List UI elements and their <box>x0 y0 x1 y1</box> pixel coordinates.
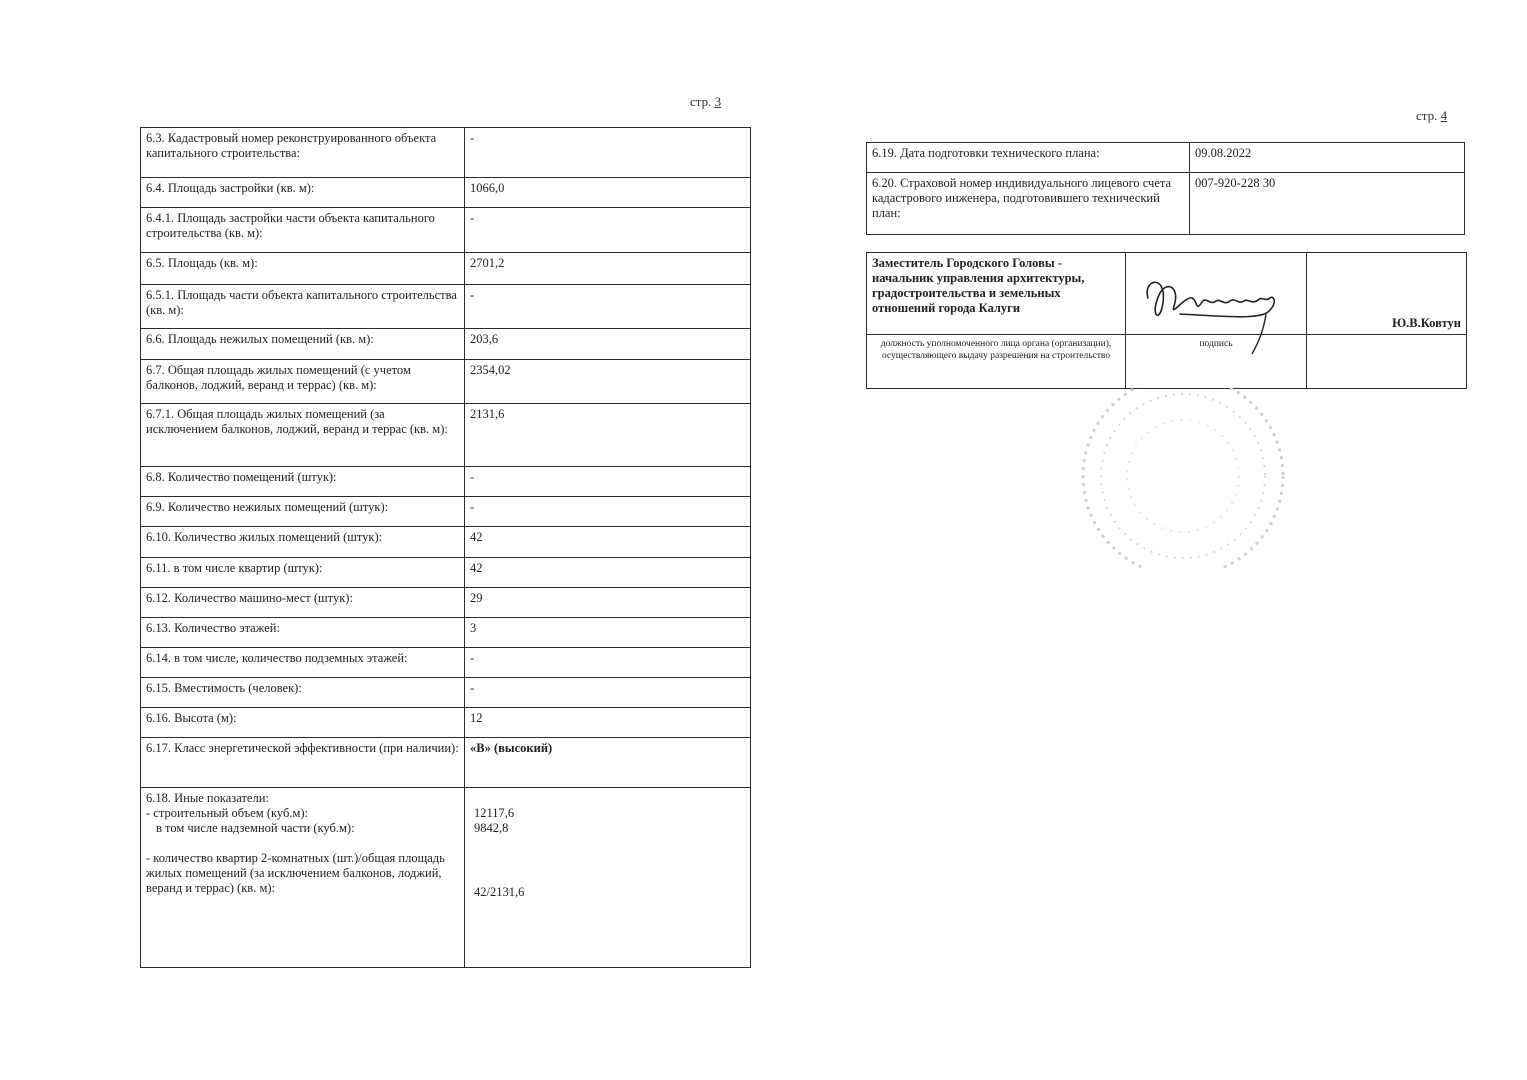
table-row <box>867 173 1465 235</box>
row-value: 203,6 <box>465 329 751 360</box>
row-value: - <box>465 648 751 678</box>
table-row <box>141 208 751 253</box>
page-3-number <box>690 94 721 110</box>
row-value: - <box>465 678 751 708</box>
empty-caption-cell <box>1307 335 1467 389</box>
other-indicators-title: 6.18. Иные показатели: <box>146 791 269 805</box>
two-room-apartments-label: - количество квартир 2-комнатных (шт.)/общая площадь жилых помещений (за исключением балконов, лоджий, веранд и террас) (кв. м): <box>146 851 445 895</box>
row-label: 6.4.1. Площадь застройки части объекта капитального строительства (кв. м): <box>141 208 465 253</box>
row-value: 2354,02 <box>465 360 751 404</box>
row-label: 6.20. Страховой номер индивидуального лицевого счета кадастрового инженера, подготовившего технический план: <box>867 173 1190 235</box>
row-value: 12 <box>465 708 751 738</box>
row-value: 29 <box>465 588 751 618</box>
table-row <box>141 253 751 285</box>
row-value: - <box>465 128 751 178</box>
page-4-number <box>1416 108 1447 124</box>
table-row <box>141 678 751 708</box>
row-label: 6.12. Количество машино-мест (штук): <box>141 588 465 618</box>
page-number: 4 <box>1440 108 1448 123</box>
row-label: 6.5.1. Площадь части объекта капитального строительства (кв. м): <box>141 285 465 329</box>
handwritten-signature <box>1140 268 1290 358</box>
row-label: 6.17. Класс энергетической эффективности (при наличии): <box>141 738 465 788</box>
row-value: - <box>465 467 751 497</box>
table-row <box>141 467 751 497</box>
row-label: 6.4. Площадь застройки (кв. м): <box>141 178 465 208</box>
table-row <box>141 618 751 648</box>
table-row <box>141 558 751 588</box>
table-row <box>141 738 751 788</box>
table-row <box>141 527 751 558</box>
row-label: 6.15. Вместимость (человек): <box>141 678 465 708</box>
row-label: 6.16. Высота (м): <box>141 708 465 738</box>
row-label: 6.8. Количество помещений (штук): <box>141 467 465 497</box>
table-row-other-indicators <box>141 788 751 968</box>
building-volume-value: 12117,6 <box>474 806 515 820</box>
row-label: 6.7.1. Общая площадь жилых помещений (за исключением балконов, лоджий, веранд и террас (кв. м): <box>141 404 465 467</box>
row-label <box>141 788 465 968</box>
indicators-table-page-3 <box>140 127 751 968</box>
row-label: 6.10. Количество жилых помещений (штук): <box>141 527 465 558</box>
row-value: - <box>465 285 751 329</box>
above-ground-volume-label: в том числе надземной части (куб.м): <box>156 821 355 835</box>
faded-official-seal <box>1078 388 1288 568</box>
row-value: - <box>465 497 751 527</box>
row-label: 6.6. Площадь нежилых помещений (кв. м): <box>141 329 465 360</box>
page-label: стр. <box>690 94 712 109</box>
row-value: 09.08.2022 <box>1190 143 1465 173</box>
signature-caption: подпись <box>1126 335 1307 389</box>
row-value: - <box>465 208 751 253</box>
row-label: 6.19. Дата подготовки технического плана: <box>867 143 1190 173</box>
two-room-apartments-value: 42/2131,6 <box>474 885 525 899</box>
position-caption: должность уполномоченного лица органа (организации), осуществляющего выдачу разрешения на строительство <box>867 335 1126 389</box>
table-row <box>141 648 751 678</box>
table-row <box>141 404 751 467</box>
table-row <box>141 128 751 178</box>
table-row <box>141 708 751 738</box>
row-label: 6.7. Общая площадь жилых помещений (с учетом балконов, лоджий, веранд и террас) (кв. м): <box>141 360 465 404</box>
row-value: 007-920-228 30 <box>1190 173 1465 235</box>
table-row <box>141 285 751 329</box>
row-label: 6.5. Площадь (кв. м): <box>141 253 465 285</box>
row-label: 6.9. Количество нежилых помещений (штук): <box>141 497 465 527</box>
page-number: 3 <box>714 94 722 109</box>
row-value: «В» (высокий) <box>465 738 751 788</box>
table-row <box>141 588 751 618</box>
row-label: 6.13. Количество этажей: <box>141 618 465 648</box>
official-name: Ю.В.Ковтун <box>1307 253 1467 335</box>
row-value: 2701,2 <box>465 253 751 285</box>
row-label: 6.11. в том числе квартир (штук): <box>141 558 465 588</box>
row-value: 42 <box>465 558 751 588</box>
official-position: Заместитель Городского Головы - начальник управления архитектуры, градостроительства и земельных отношений города Калуги <box>867 253 1126 335</box>
row-label: 6.3. Кадастровый номер реконструированного объекта капитального строительства: <box>141 128 465 178</box>
row-value: 1066,0 <box>465 178 751 208</box>
indicators-table-page-4 <box>866 142 1465 235</box>
building-volume-label: - строительный объем (куб.м): <box>146 806 309 820</box>
table-row <box>867 143 1465 173</box>
table-row <box>141 360 751 404</box>
table-row <box>141 497 751 527</box>
row-value: 42 <box>465 527 751 558</box>
page-label: стр. <box>1416 108 1438 123</box>
row-value: 2131,6 <box>465 404 751 467</box>
row-value <box>465 788 751 968</box>
row-value: 3 <box>465 618 751 648</box>
row-label: 6.14. в том числе, количество подземных этажей: <box>141 648 465 678</box>
table-row <box>141 178 751 208</box>
table-row <box>141 329 751 360</box>
above-ground-volume-value: 9842,8 <box>474 821 509 835</box>
